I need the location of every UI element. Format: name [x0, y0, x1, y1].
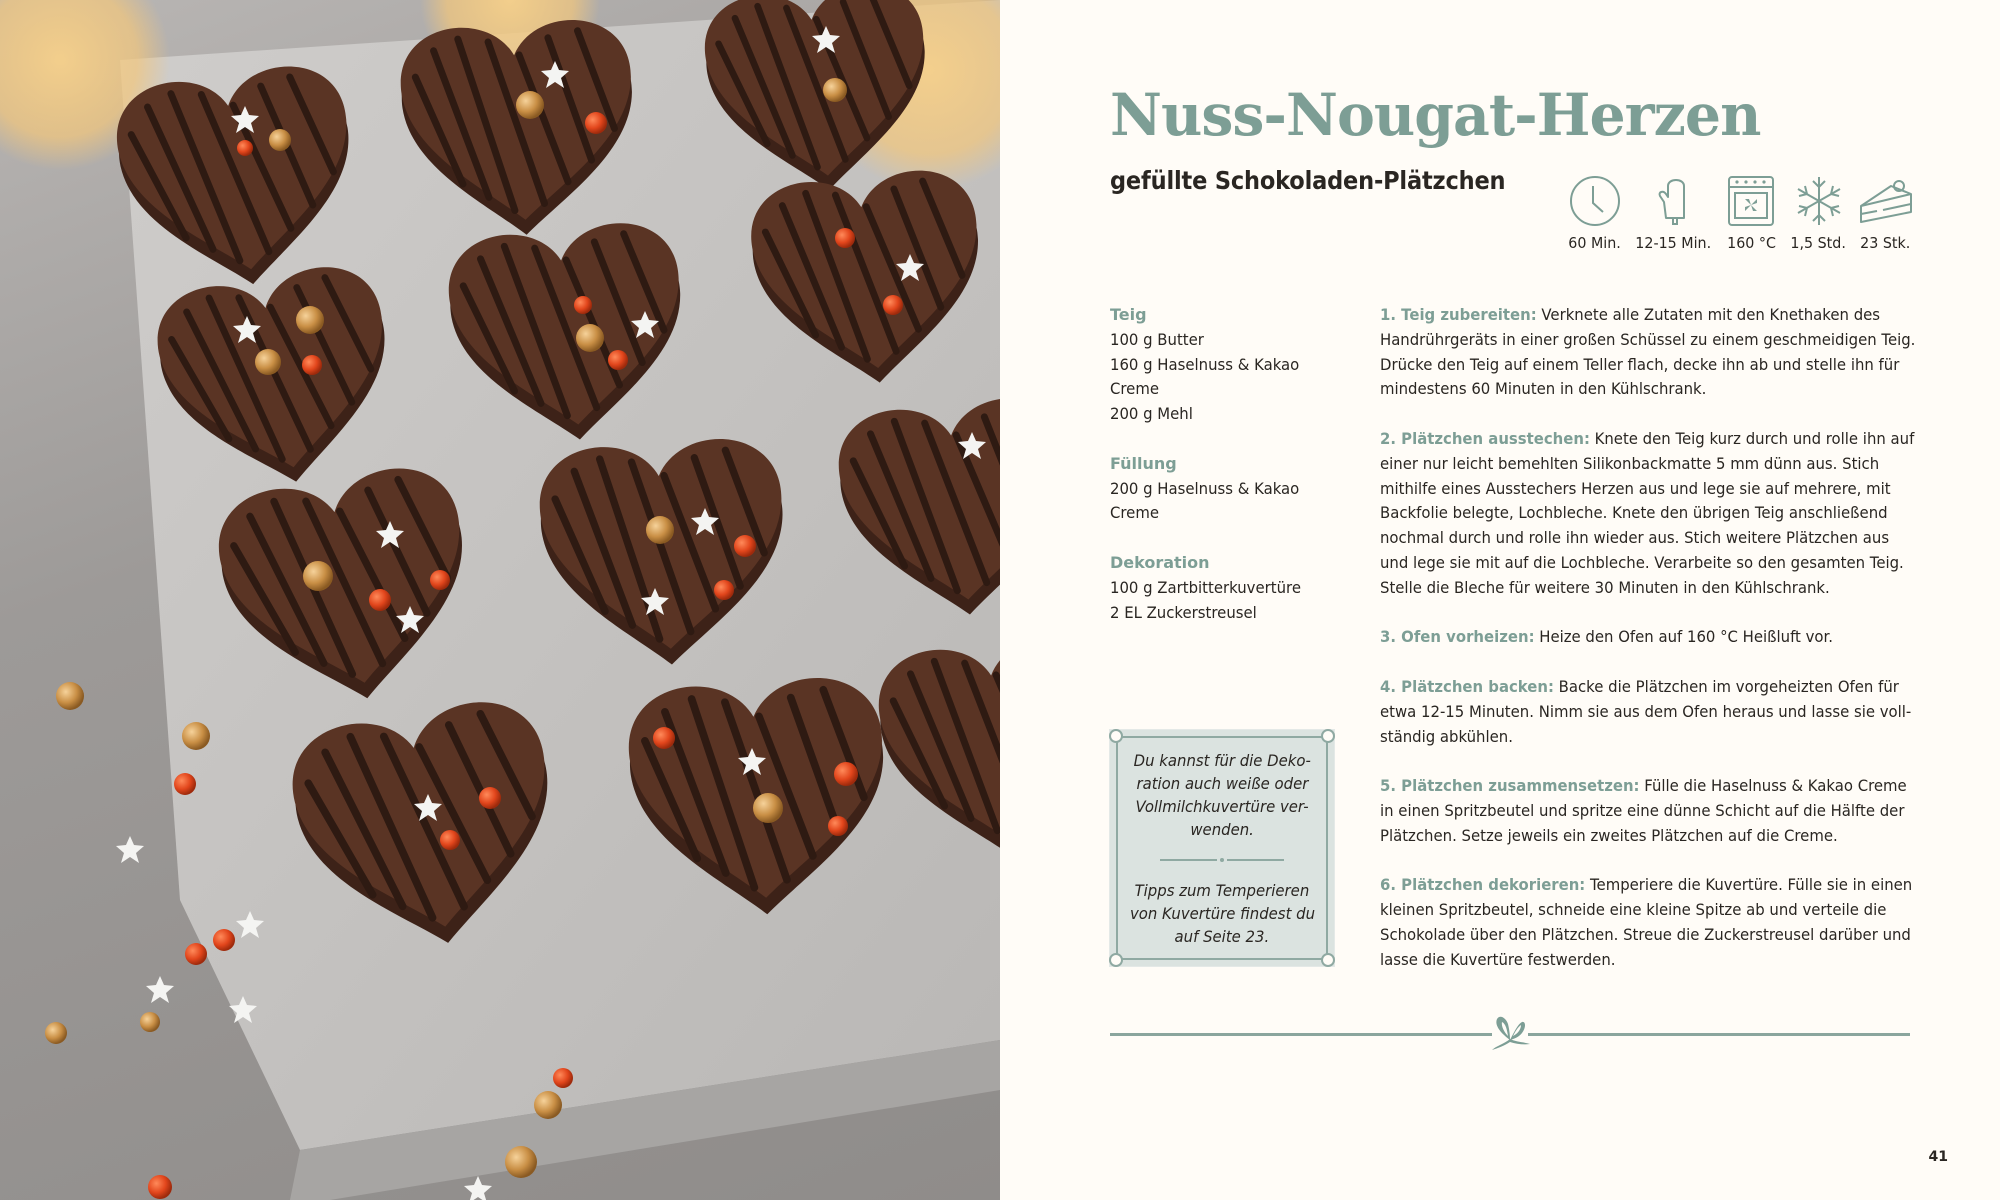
tip-corner-notch	[1109, 729, 1123, 743]
ingredient-group-fuellung	[1110, 452, 1340, 526]
step-text: ständig abkühlen.	[1380, 726, 1513, 746]
step-1	[1380, 303, 1920, 402]
instructions	[1380, 303, 1920, 997]
tip-corner-notch	[1321, 953, 1335, 967]
tip-text: wenden.	[1190, 819, 1254, 839]
meta-label: 1,5 Std.	[1790, 234, 1847, 252]
step-text: Temperiere die Kuvertüre. Fülle sie in einen	[1585, 875, 1913, 895]
oven-mitt-icon	[1644, 172, 1702, 230]
tip-box	[1110, 730, 1334, 966]
step-heading: 5. Plätzchen zusammensetzen:	[1380, 776, 1640, 796]
step-text: Schokolade über den Plätzchen. Streue die Zuckerstreusel darüber und	[1380, 924, 1911, 944]
clock-icon	[1566, 172, 1624, 230]
step-text: und lege sie mit auf die Lochbleche. Verarbeite so den gesamten Teig.	[1380, 552, 1904, 572]
ingredients-list	[1110, 303, 1340, 650]
page-number: 41	[1928, 1149, 1948, 1165]
step-text: in einen Spritzbeutel und spritze eine dünne Schicht auf die Hälfte der	[1380, 800, 1905, 820]
tip-text: Tipps zum Temperieren	[1134, 880, 1310, 900]
tip-text: Du kannst für die Deko-	[1133, 750, 1311, 770]
step-4	[1380, 675, 1920, 749]
step-text: Stelle die Bleche für weitere 30 Minuten in den Kühlschrank.	[1380, 577, 1830, 597]
step-text: Plätzchen. Setze jeweils ein zweites Plätzchen auf die Creme.	[1380, 825, 1838, 845]
recipe-subtitle: gefüllte Schokoladen-Plätzchen	[1110, 166, 1506, 195]
ingredient-line: 200 g Haselnuss & Kakao	[1110, 478, 1300, 498]
ingredient-line: 160 g Haselnuss & Kakao	[1110, 354, 1300, 374]
step-text: Fülle die Haselnuss & Kakao Creme	[1639, 776, 1907, 796]
meta-label: 23 Stk.	[1860, 234, 1911, 252]
tip-corner-notch	[1109, 953, 1123, 967]
tip-corner-notch	[1321, 729, 1335, 743]
tip-box-frame	[1116, 736, 1328, 960]
cake-slice-icon	[1857, 172, 1915, 230]
step-5	[1380, 774, 1920, 848]
recipe-title: Nuss-Nougat-Herzen	[1110, 81, 1761, 149]
ingredient-group-dekoration	[1110, 551, 1340, 625]
step-6	[1380, 873, 1920, 972]
tip-separator	[1160, 859, 1284, 861]
step-text: mithilfe eines Ausstechers Herzen aus und lege sie auf mehrere, mit	[1380, 478, 1891, 498]
meta-prep-time	[1566, 172, 1624, 252]
ingredient-line: 200 g Mehl	[1110, 404, 1193, 424]
step-text: etwa 12-15 Minuten. Nimm sie aus dem Ofen heraus und lasse sie voll-	[1380, 701, 1912, 721]
step-text: Verknete alle Zutaten mit den Knethaken des	[1536, 305, 1881, 324]
step-3	[1380, 625, 1920, 650]
ingredient-line: 100 g Zartbitterkuvertüre	[1110, 577, 1301, 597]
meta-label: 60 Min.	[1568, 234, 1622, 252]
ingredient-group-heading: Dekoration	[1110, 552, 1210, 572]
ingredient-line: Creme	[1110, 503, 1159, 523]
tip-text: von Kuvertüre findest du	[1129, 903, 1315, 923]
meta-yield	[1857, 172, 1915, 252]
tip-text: auf Seite 23.	[1174, 926, 1270, 946]
step-text: Handrührgeräts in einer großen Schüssel zu einem geschmeidigen Teig.	[1380, 329, 1916, 349]
step-heading: 3. Ofen vorheizen:	[1380, 627, 1535, 647]
ingredient-line: Creme	[1110, 379, 1159, 399]
meta-temperature	[1722, 172, 1780, 252]
step-heading: 6. Plätzchen dekorieren:	[1380, 875, 1586, 895]
step-text: Knete den Teig kurz durch und rolle ihn auf	[1589, 428, 1915, 448]
step-text: Heize den Ofen auf 160 °C Heißluft vor.	[1534, 627, 1834, 647]
step-text: Backfolie belegte, Lochbleche. Knete den übrigen Teig anschließend	[1380, 503, 1888, 523]
recipe-page	[1000, 0, 2000, 1200]
ingredient-group-teig	[1110, 303, 1340, 427]
step-text: einer nur leicht bemehlten Silikonbackmatte 5 mm dünn aus. Stich	[1380, 453, 1880, 473]
meta-label: 160 °C	[1726, 234, 1776, 252]
meta-bake-time	[1632, 172, 1714, 252]
step-text: Drücke den Teig auf einem Teller flach, decke ihn ab und stelle ihn für	[1380, 354, 1900, 374]
step-heading: 4. Plätzchen backen:	[1380, 676, 1554, 696]
meta-label: 12-15 Min.	[1635, 234, 1712, 252]
ingredient-group-heading: Füllung	[1110, 453, 1177, 473]
step-heading: 1. Teig zubereiten:	[1380, 305, 1537, 324]
step-text: lasse die Kuvertüre festwerden.	[1380, 949, 1616, 969]
oven-icon	[1722, 172, 1780, 230]
recipe-meta	[1566, 172, 1923, 252]
step-text: kleinen Spritzbeutel, schneide eine kleine Spitze ab und verteile die	[1380, 900, 1887, 920]
step-text: nochmal durch und rolle ihn wieder aus. Stich weitere Plätzchen aus	[1380, 528, 1890, 548]
snowflake-icon	[1790, 172, 1848, 230]
step-text: Backe die Plätzchen im vorgeheizten Ofen für	[1553, 676, 1899, 696]
ingredient-line: 100 g Butter	[1110, 329, 1204, 349]
meta-chill-time	[1788, 172, 1848, 252]
ingredient-group-heading: Teig	[1110, 305, 1147, 324]
ribbon-bow-icon	[1480, 1014, 1540, 1054]
step-2	[1380, 427, 1920, 601]
step-heading: 2. Plätzchen ausstechen:	[1380, 428, 1590, 448]
tip-text: ration auch weiße oder	[1136, 773, 1308, 793]
tip-text: Vollmilchkuvertüre ver-	[1135, 796, 1309, 816]
ingredient-line: 2 EL Zuckerstreusel	[1110, 602, 1257, 622]
step-text: mindestens 60 Minuten in den Kühlschrank.	[1380, 379, 1707, 399]
